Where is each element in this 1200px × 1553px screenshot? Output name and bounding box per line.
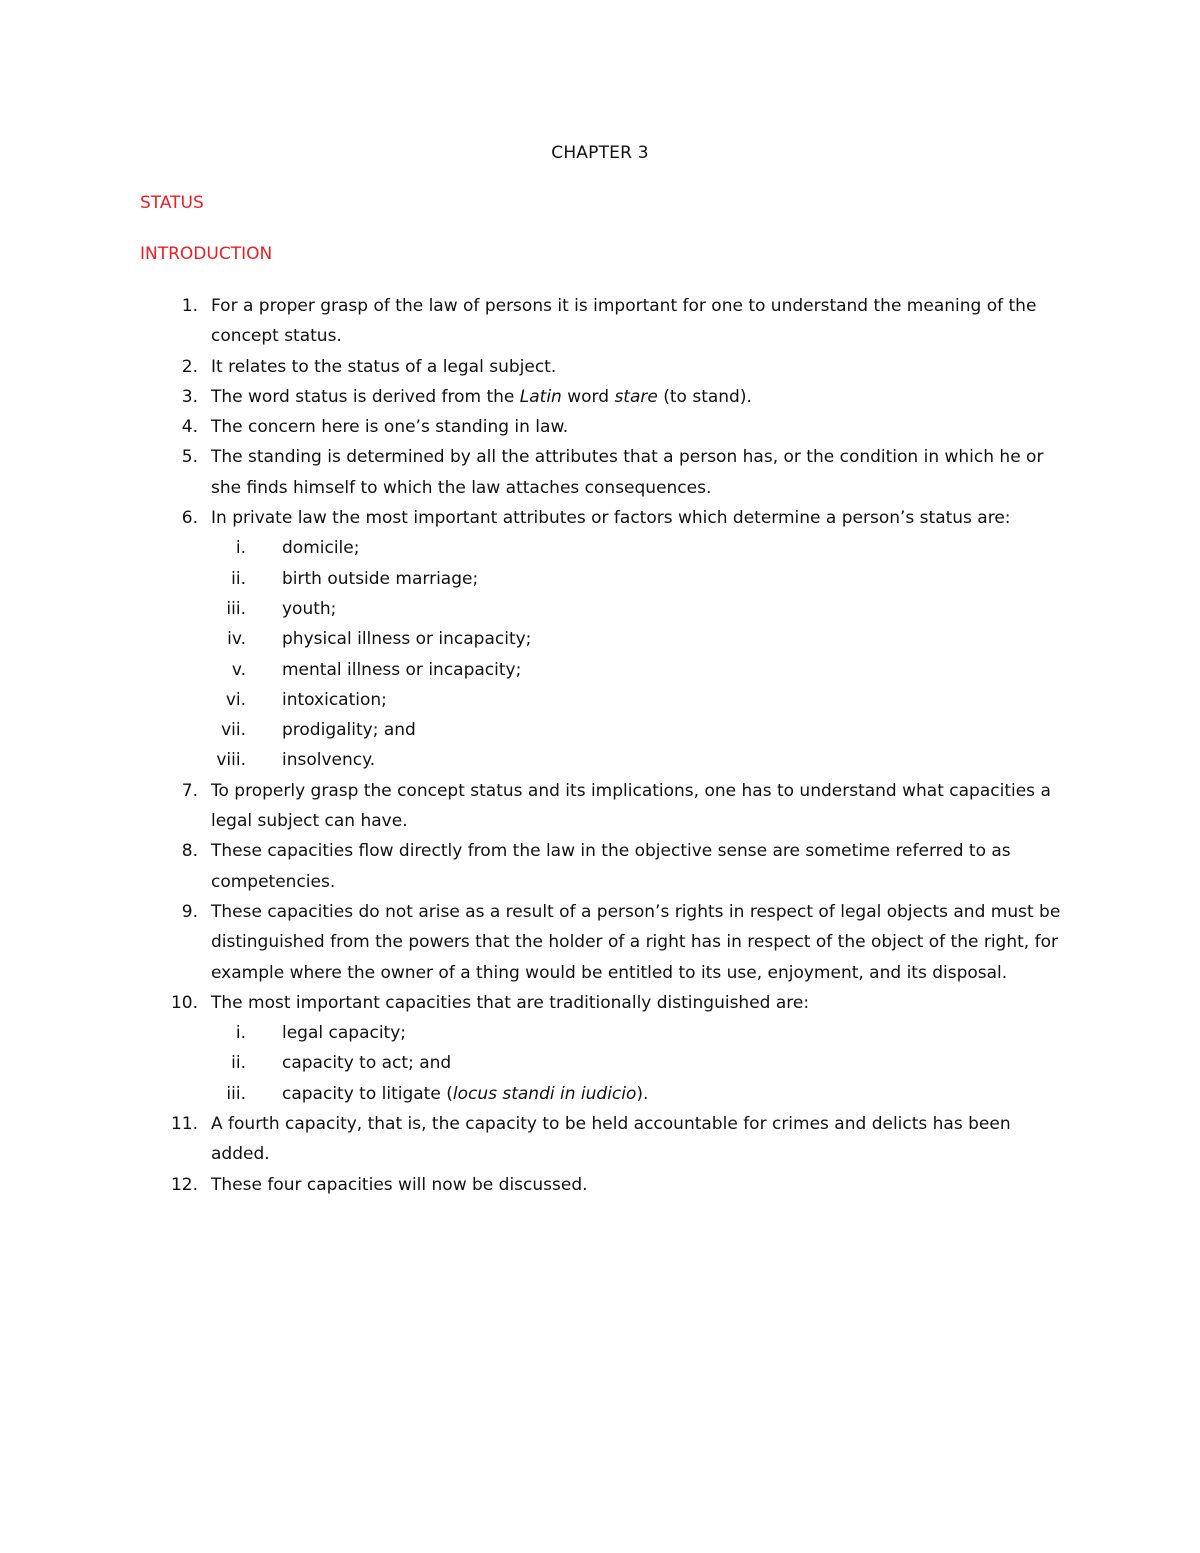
sub-list-item [211, 685, 1066, 715]
item-text: These capacities flow directly from the law in the objective sense are sometime referred to as competencies. [211, 841, 1011, 892]
item-text: The concern here is one’s standing in law. [211, 417, 569, 438]
sub-item-text: intoxication; [282, 689, 387, 710]
list-item [0, 1170, 1200, 1200]
roman-numeral: v. [231, 659, 246, 680]
sub-list-item [211, 1079, 1066, 1109]
item-number: 7. [181, 780, 198, 801]
item-text: To properly grasp the concept status and its implications, one has to understand what capacities a legal subject can have. [211, 780, 1051, 832]
item-text-part: The word status is derived from the [211, 386, 520, 407]
stare-term: stare [614, 386, 658, 407]
sub-item-text: domicile; [282, 538, 360, 559]
item-text-part: word [561, 386, 615, 407]
sub-list-item [211, 533, 1066, 563]
sub-item-text: physical illness or incapacity; [282, 629, 532, 650]
sub-item-text: mental illness or incapacity; [282, 659, 522, 680]
sub-list-item [211, 564, 1066, 594]
item-text: The most important capacities that are traditionally distinguished are: [211, 992, 810, 1013]
item-text: These capacities do not arise as a result of a person’s rights in respect of legal objects and must be distinguished from the powers that the holder of a right has in respect of the object of the right, for example where the owner of a thing would be entitled to its use, enjoyment, and its disposal. [211, 901, 1061, 983]
list-item [0, 382, 1200, 412]
status-heading: STATUS [140, 193, 204, 213]
latin-term: Latin [519, 386, 562, 407]
item-number: 8. [181, 841, 198, 862]
item-text [211, 387, 752, 407]
list-item [0, 988, 1200, 1109]
roman-numeral: viii. [216, 750, 246, 771]
item-text: These four capacities will now be discussed. [211, 1174, 588, 1195]
list-item [0, 442, 1200, 503]
chapter-title: CHAPTER 3 [551, 143, 649, 163]
list-item [0, 503, 1200, 776]
item-text: It relates to the status of a legal subject. [211, 356, 557, 377]
item-text: For a proper grasp of the law of persons it is important for one to understand the meaning of the concept status. [211, 296, 1037, 347]
sub-list-item [211, 594, 1066, 624]
sub-item-text: prodigality; and [282, 720, 416, 741]
sub-item-text [282, 1084, 648, 1104]
roman-numeral: i. [235, 538, 246, 559]
item-number: 1. [181, 296, 198, 316]
item-number: 10. [170, 992, 198, 1013]
roman-numeral: i. [235, 1023, 246, 1044]
list-item [0, 776, 1200, 837]
item-number: 2. [181, 356, 198, 377]
item-text: A fourth capacity, that is, the capacity to be held accountable for crimes and delicts has been added. [211, 1114, 1011, 1165]
sub-list-item [211, 1018, 1066, 1048]
sub-list-item [211, 655, 1066, 685]
sub-item-text: legal capacity; [282, 1023, 407, 1044]
locus-standi-term: locus standi in iudicio [452, 1083, 637, 1104]
roman-numeral: vii. [221, 720, 246, 741]
list-item [0, 836, 1200, 897]
item-text: The standing is determined by all the attributes that a person has, or the condition in which he or she finds himself to which the law attaches consequences. [211, 447, 1044, 498]
roman-sub-list [211, 1018, 1066, 1109]
sub-list-item [211, 1048, 1066, 1078]
sub-item-text-part: capacity to litigate ( [282, 1083, 453, 1104]
item-number: 12. [170, 1174, 198, 1195]
sub-item-text: birth outside marriage; [282, 568, 479, 589]
item-number: 9. [181, 901, 198, 922]
sub-list-item [211, 624, 1066, 654]
sub-item-text: capacity to act; and [282, 1053, 452, 1074]
roman-numeral: iii. [226, 598, 246, 619]
list-item [0, 897, 1200, 988]
introduction-heading: INTRODUCTION [140, 244, 273, 264]
item-text-part: (to stand). [657, 386, 752, 407]
roman-numeral: ii. [231, 568, 246, 589]
roman-numeral: vi. [225, 689, 246, 710]
sub-list-item [211, 745, 1066, 775]
item-number: 6. [181, 508, 198, 529]
item-number: 11. [170, 1114, 198, 1135]
item-number: 4. [181, 417, 198, 438]
sub-item-text-part: ). [636, 1083, 649, 1104]
item-number: 3. [181, 386, 198, 407]
list-item [0, 352, 1200, 382]
roman-numeral: iii. [226, 1083, 246, 1104]
sub-item-text: insolvency. [282, 750, 376, 771]
list-item [0, 412, 1200, 442]
list-item [0, 291, 1200, 352]
item-text: In private law the most important attributes or factors which determine a person’s status are: [211, 508, 1011, 529]
list-item [0, 1109, 1200, 1170]
item-number: 5. [181, 447, 198, 468]
roman-numeral: iv. [227, 629, 246, 650]
roman-numeral: ii. [231, 1053, 246, 1074]
sub-item-text: youth; [282, 598, 337, 619]
numbered-list [0, 291, 1200, 1200]
roman-sub-list [211, 533, 1066, 775]
sub-list-item [211, 715, 1066, 745]
